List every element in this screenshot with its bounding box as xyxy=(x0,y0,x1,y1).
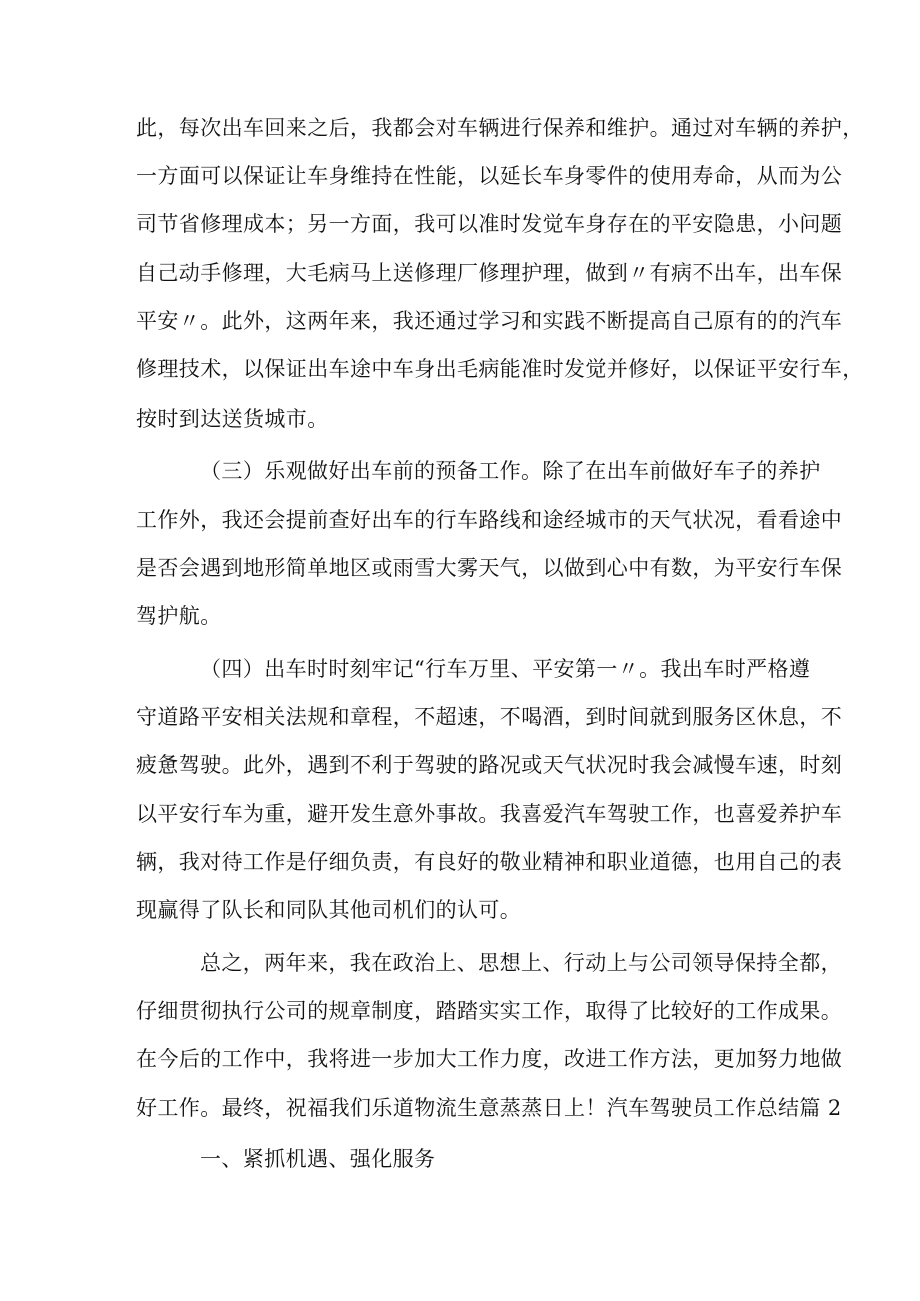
text-line: 仔细贯彻执行公司的规章制度，踏踏实实工作，取得了比较好的工作成果。 xyxy=(136,999,843,1023)
section-heading-3: （三）乐观做好出车前的预备工作。除了在出车前做好车子的养护 xyxy=(200,459,821,483)
section-heading-4: （四）出车时时刻牢记“行车万里、平安第一〃。我出车时严格遵 xyxy=(200,657,811,681)
text-line: 修理技术，以保证出车途中车身出毛病能准时发觉并修好，以保证平安行车， xyxy=(136,357,864,381)
text-line: 以平安行车为重，避开发生意外事故。我喜爱汽车驾驶工作，也喜爱养护车 xyxy=(136,802,843,826)
text-line: 司节省修理成本；另一方面，我可以准时发觉车身存在的平安隐患，小问题 xyxy=(136,212,843,236)
text-line: 按时到达送货城市。 xyxy=(136,407,329,431)
text-line: 此，每次出车回来之后，我都会对车辆进行保养和维护。通过对车辆的养护， xyxy=(136,116,864,140)
text-line: 在今后的工作中，我将进一步加大工作力度，改进工作方法，更加努力地做 xyxy=(136,1047,843,1071)
text-line: 是否会遇到地形简单地区或雨雪大雾天气，以做到心中有数，为平安行车保 xyxy=(136,556,843,580)
text-line: 辆，我对待工作是仔细负责，有良好的敬业精神和职业道德，也用自己的表 xyxy=(136,850,843,874)
text-line: 现赢得了队长和同队其他司机们的认可。 xyxy=(136,898,522,922)
summary-paragraph-start: 总之，两年来，我在政治上、思想上、行动上与公司领导保持全都， xyxy=(200,951,842,975)
text-line: 疲惫驾驶。此外，遇到不利于驾驶的路况或天气状况时我会减慢车速，时刻 xyxy=(136,753,843,777)
text-line: 一方面可以保证让车身维持在性能，以延长车身零件的使用寿命，从而为公 xyxy=(136,164,843,188)
section-heading-one: 一、紧抓机遇、强化服务 xyxy=(200,1147,436,1171)
text-line: 驾护航。 xyxy=(136,604,222,628)
text-line: 自己动手修理，大毛病马上送修理厂修理护理，做到〃有病不出车，出车保 xyxy=(136,261,843,285)
text-line: 守道路平安相关法规和章程，不超速，不喝酒，到时间就到服务区休息，不 xyxy=(136,705,843,729)
text-line: 平安〃。此外，这两年来，我还通过学习和实践不断提高自己原有的的汽车 xyxy=(136,309,843,333)
text-line: 工作外，我还会提前查好出车的行车路线和途经城市的天气状况，看看途中 xyxy=(136,508,843,532)
text-line: 好工作。最终，祝福我们乐道物流生意蒸蒸日上！汽车驾驶员工作总结篇 2 xyxy=(136,1096,842,1120)
